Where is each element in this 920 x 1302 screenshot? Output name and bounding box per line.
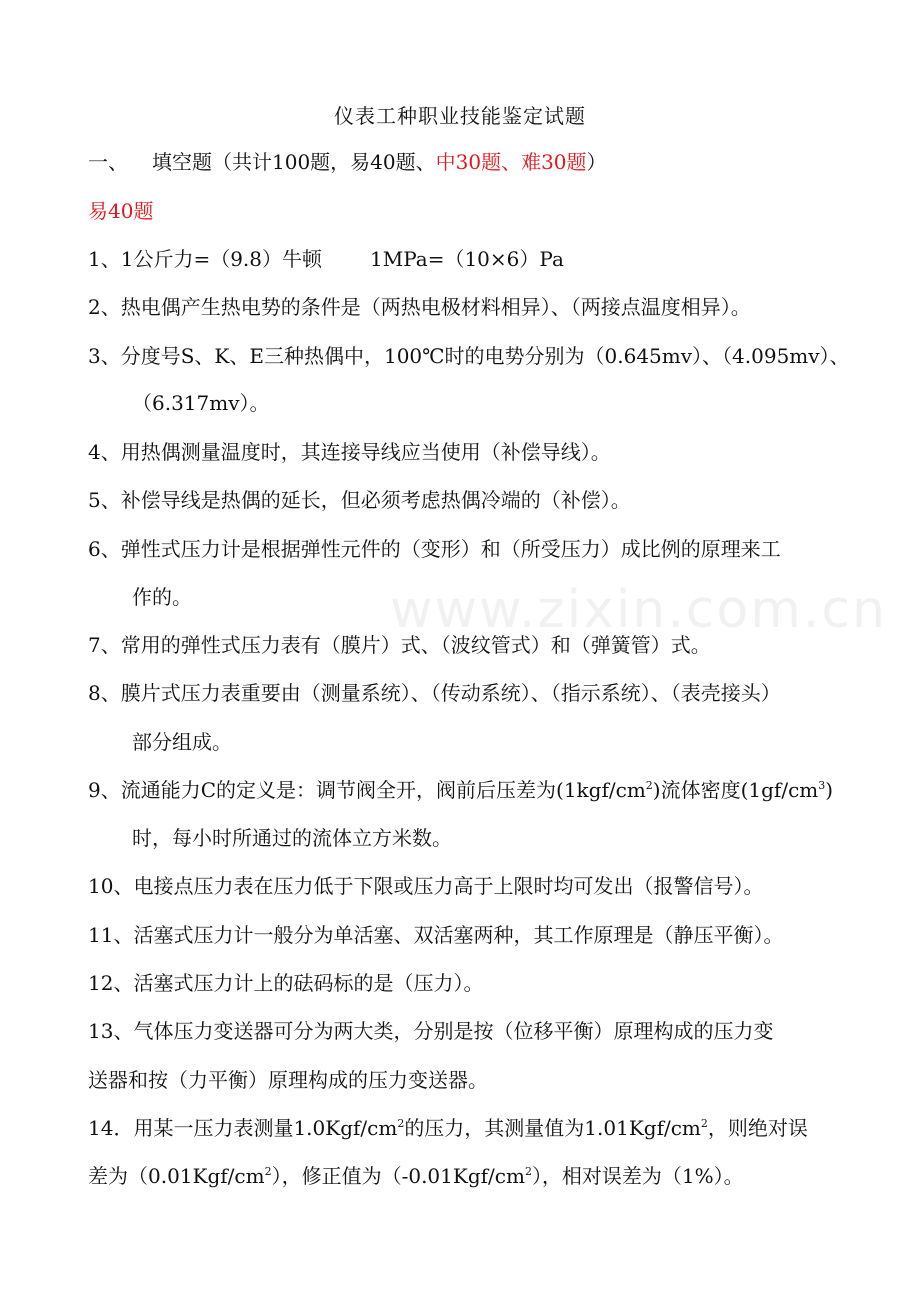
section-heading bbox=[88, 147, 607, 177]
question-1-part-b: 1MPa=（10×6）Pa bbox=[370, 247, 564, 271]
question-9-text-3: ) bbox=[825, 778, 834, 802]
question-12: 12、活塞式压力计上的砝码标的是（压力）。 bbox=[88, 971, 484, 995]
question-14-continued bbox=[88, 1161, 744, 1191]
question-3-continued: （6.317mv）。 bbox=[132, 391, 270, 415]
question-7: 7、常用的弹性式压力表有（膜片）式、（波纹管式）和（弹簧管）式。 bbox=[88, 633, 711, 657]
superscript: 2 bbox=[524, 1165, 532, 1178]
section-number: 一、 bbox=[88, 150, 128, 174]
question-14-text-4: 差为（0.01Kgf/cm bbox=[88, 1164, 265, 1188]
question-8-continued: 部分组成。 bbox=[132, 730, 232, 754]
question-14-text-3: ，则绝对误 bbox=[707, 1116, 808, 1140]
question-8: 8、膜片式压力表重要由（测量系统）、（传动系统）、（指示系统）、（表壳接头） bbox=[88, 681, 781, 705]
document-title: 仪表工种职业技能鉴定试题 bbox=[334, 104, 586, 128]
question-3: 3、分度号S、K、E三种热偶中，100℃时的电势分别为（0.645mv）、（4.095mv）、 bbox=[88, 344, 850, 368]
question-13: 13、气体压力变送器可分为两大类，分别是按（位移平衡）原理构成的压力变 bbox=[88, 1019, 774, 1043]
superscript: 2 bbox=[264, 1165, 272, 1178]
question-10: 10、电接点压力表在压力低于下限或压力高于上限时均可发出（报警信号）。 bbox=[88, 874, 764, 898]
question-1-part-a: 1、1公斤力=（9.8）牛顿 bbox=[88, 247, 323, 271]
section-subheading: 易40题 bbox=[88, 199, 154, 223]
question-1 bbox=[88, 244, 564, 274]
question-14 bbox=[88, 1113, 808, 1143]
question-6: 6、弹性式压力计是根据弹性元件的（变形）和（所受压力）成比例的原理来工 bbox=[88, 537, 781, 561]
superscript: 2 bbox=[397, 1117, 405, 1130]
watermark: www.zixin.com.cn bbox=[390, 580, 887, 640]
question-9 bbox=[88, 775, 833, 805]
question-11: 11、活塞式压力计一般分为单活塞、双活塞两种，其工作原理是（静压平衡）。 bbox=[88, 923, 784, 947]
question-13-continued: 送器和按（力平衡）原理构成的压力变送器。 bbox=[88, 1068, 488, 1092]
section-heading-red: 中30题、难30题 bbox=[435, 150, 587, 174]
question-14-text-2: 的压力，其测量值为1.01Kgf/cm bbox=[404, 1116, 701, 1140]
section-heading-main: 填空题（共计100题，易40题、 bbox=[152, 150, 436, 174]
superscript: 3 bbox=[818, 779, 826, 792]
superscript: 2 bbox=[645, 779, 653, 792]
question-9-text-1: 9、流通能力C的定义是：调节阀全开，阀前后压差为(1kgf/cm bbox=[88, 778, 646, 802]
section-heading-suffix: ） bbox=[586, 150, 607, 174]
question-14-text-5: ），修正值为（-0.01Kgf/cm bbox=[271, 1164, 525, 1188]
question-2: 2、热电偶产生热电势的条件是（两热电极材料相异）、（两接点温度相异）。 bbox=[88, 295, 751, 319]
question-14-text-1: 14．用某一压力表测量1.0Kgf/cm bbox=[88, 1116, 398, 1140]
question-5: 5、补偿导线是热偶的延长，但必须考虑热偶冷端的（补偿）。 bbox=[88, 488, 631, 512]
question-6-continued: 作的。 bbox=[132, 585, 192, 609]
superscript: 2 bbox=[700, 1117, 708, 1130]
question-4: 4、用热偶测量温度时，其连接导线应当使用（补偿导线）。 bbox=[88, 440, 611, 464]
question-9-continued: 时，每小时所通过的流体立方米数。 bbox=[132, 826, 452, 850]
question-14-text-6: ），相对误差为（1%）。 bbox=[531, 1164, 744, 1188]
question-9-text-2: )流体密度(1gf/cm bbox=[652, 778, 819, 802]
